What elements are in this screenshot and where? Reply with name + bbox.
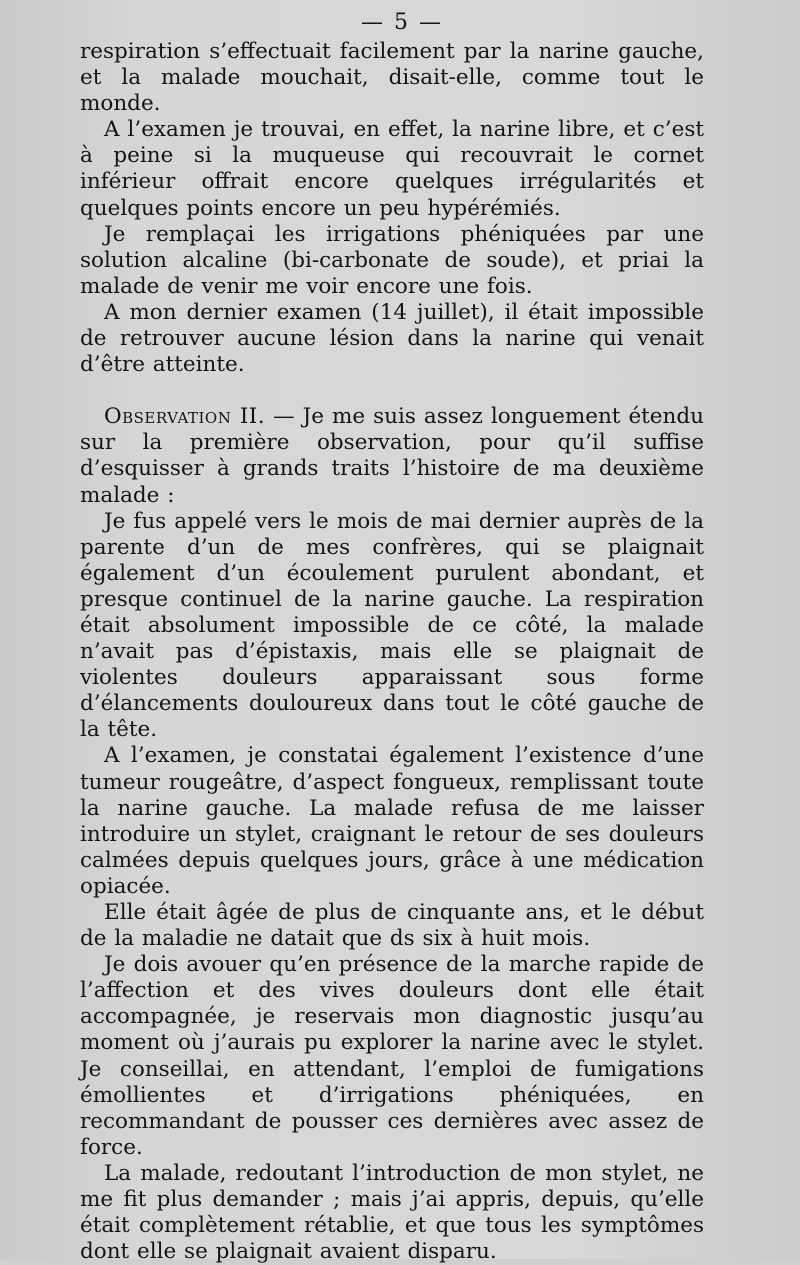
observation-text: — Je me suis assez longuement étendu sur la première observation, pour qu’il suffise d’esquisser à grands traits l’histoire de ma deuxième malade :: [80, 404, 704, 508]
paragraph: respiration s’effectuait facilement par la narine gauche, et la malade mouchait, disait-elle, comme tout le monde.: [80, 39, 704, 117]
paragraph: La malade, redoutant l’introduction de mon stylet, ne me fit plus demander ; mais j’ai appris, depuis, qu’elle était complètement rétablie, et que tous les symptômes dont elle se plaignait avaient disparu.: [80, 1160, 704, 1265]
paragraph: Elle était âgée de plus de cinquante ans, et le début de la maladie ne datait que ds six à huit mois.: [80, 900, 704, 952]
paragraph: Je fus appelé vers le mois de mai dernier auprès de la parente d’un de mes confrères, qui se plaignait également d’un écoulement purulent abondant, et presque continuel de la narine gauche. La respiration était absolument impossible de ce côté, la malade n’avait pas d’épistaxis, mais elle se plaignait de violentes douleurs apparaissant sous forme d’élancements douloureux dans tout le côté gauche de la tête.: [80, 508, 704, 743]
body-text: [80, 39, 704, 1265]
page-number: — 5 —: [361, 10, 443, 35]
observation-title: Observation II.: [104, 404, 266, 430]
paragraph: A l’examen, je constatai également l’existence d’une tumeur rougeâtre, d’aspect fongueux, remplissant toute la narine gauche. La malade refusa de me laisser introduire un stylet, craignant le retour de ses douleurs calmées depuis quelques jours, grâce à une médication opiacée.: [80, 743, 704, 899]
paragraph: Je remplaçai les irrigations phéniquées par une solution alcaline (bi-carbonate de soude), et priai la malade de venir me voir encore une fois.: [80, 221, 704, 299]
paragraph: A l’examen je trouvai, en effet, la narine libre, et c’est à peine si la muqueuse qui recouvrait le cornet inférieur offrait encore quelques irrégularités et quelques points encore un peu hypérémiés.: [80, 117, 704, 221]
paragraph: Je dois avouer qu’en présence de la marche rapide de l’affection et des vives douleurs dont elle était accompagnée, je reservais mon diagnostic jusqu’au moment où j’aurais pu explorer la narine avec le stylet. Je conseillai, en attendant, l’emploi de fumigations émollientes et d’irrigations phéniquées, en recommandant de pousser ces dernières avec assez de force.: [80, 952, 704, 1160]
paragraph: A mon dernier examen (14 juillet), il était impossible de retrouver aucune lésion dans la narine qui venait d’être atteinte.: [80, 299, 704, 378]
observation-paragraph: [80, 404, 704, 508]
